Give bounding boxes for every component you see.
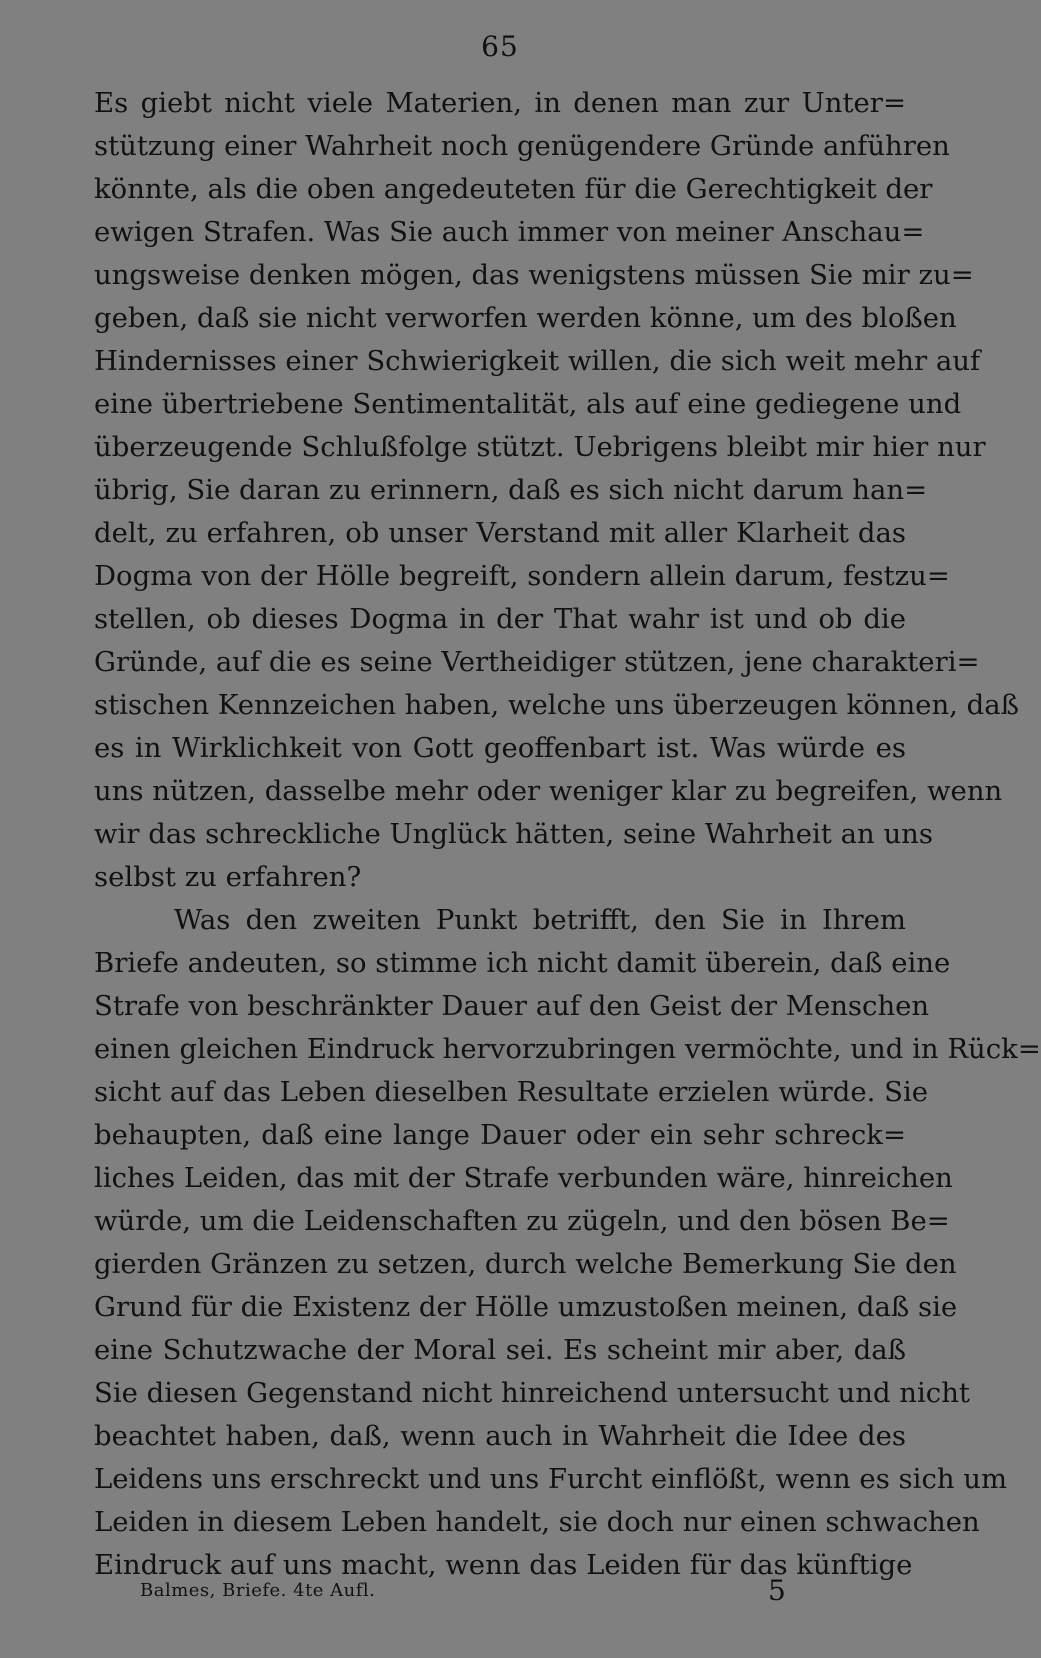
text-line: Sie diesen Gegenstand nicht hinreichend untersucht und nicht [94,1377,970,1409]
text-line: Es giebt nicht viele Materien, in denen man zur Unter= [94,87,906,119]
text-line: einen gleichen Eindruck hervorzubringen vermöchte, und in Rück= [94,1033,1041,1065]
text-line: gierden Gränzen zu setzen, durch welche Bemerkung Sie den [94,1248,957,1280]
paragraph [94,899,1041,1587]
text-line: liches Leiden, das mit der Strafe verbunden wäre, hinreichen [94,1162,953,1194]
text-line: stützung einer Wahrheit noch genügendere Gründe anführen [94,130,950,162]
text-line: eine übertriebene Sentimentalität, als auf eine gediegene und [94,388,962,420]
text-line: Was den zweiten Punkt betrifft, den Sie in Ihrem [174,904,906,936]
text-line: überzeugende Schlußfolge stützt. Uebrigens bleibt mir hier nur [94,431,986,463]
text-line: ungsweise denken mögen, das wenigstens müssen Sie mir zu= [94,259,974,291]
text-line: uns nützen, dasselbe mehr oder weniger klar zu begreifen, wenn [94,775,1003,807]
page-footer [0,1574,1000,1616]
text-line: Strafe von beschränkter Dauer auf den Geist der Menschen [94,990,930,1022]
text-line: stellen, ob dieses Dogma in der That wahr ist und ob die [94,603,906,635]
text-line: Grund für die Existenz der Hölle umzustoßen meinen, daß sie [94,1291,958,1323]
text-line: es in Wirklichkeit von Gott geoffenbart ist. Was würde es [94,732,906,764]
paragraph [94,82,1020,899]
text-line: stischen Kennzeichen haben, welche uns überzeugen können, daß [94,689,1020,721]
text-line: beachtet haben, daß, wenn auch in Wahrheit die Idee des [94,1420,906,1452]
text-line: ewigen Strafen. Was Sie auch immer von meiner Anschau= [94,216,925,248]
text-line: könnte, als die oben angedeuteten für die Gerechtigkeit der [94,173,933,205]
printer-signature: Balmes, Briefe. 4te Aufl. [140,1580,376,1601]
text-line: übrig, Sie daran zu erinnern, daß es sich nicht darum han= [94,474,928,506]
text-line: Dogma von der Hölle begreift, sondern allein darum, festzu= [94,560,950,592]
text-line: behaupten, daß eine lange Dauer oder ein sehr schreck= [94,1119,906,1151]
text-line: sicht auf das Leben dieselben Resultate erzielen würde. Sie [94,1076,929,1108]
text-line: würde, um die Leidenschaften zu zügeln, und den bösen Be= [94,1205,950,1237]
text-line: Leiden in diesem Leben handelt, sie doch nur einen schwachen [94,1506,980,1538]
text-line: delt, zu erfahren, ob unser Verstand mit aller Klarheit das [94,517,906,549]
text-line: Briefe andeuten, so stimme ich nicht damit überein, daß eine [94,947,951,979]
page-number: 65 [481,30,519,63]
text-line: Eindruck auf uns macht, wenn das Leiden für das künftige [94,1549,913,1581]
text-line: wir das schreckliche Unglück hätten, seine Wahrheit an uns [94,818,933,850]
text-line: Leidens uns erschreckt und uns Furcht einflößt, wenn es sich um [94,1463,1008,1495]
text-line: selbst zu erfahren? [94,861,362,893]
text-line: Gründe, auf die es seine Vertheidiger stützen, jene charakteri= [94,646,980,678]
sheet-number: 5 [768,1574,786,1607]
text-line: geben, daß sie nicht verworfen werden könne, um des bloßen [94,302,957,334]
body-text [94,82,1041,1587]
text-line: eine Schutzwache der Moral sei. Es scheint mir aber, daß [94,1334,906,1366]
text-line: Hindernisses einer Schwierigkeit willen, die sich weit mehr auf [94,345,981,377]
